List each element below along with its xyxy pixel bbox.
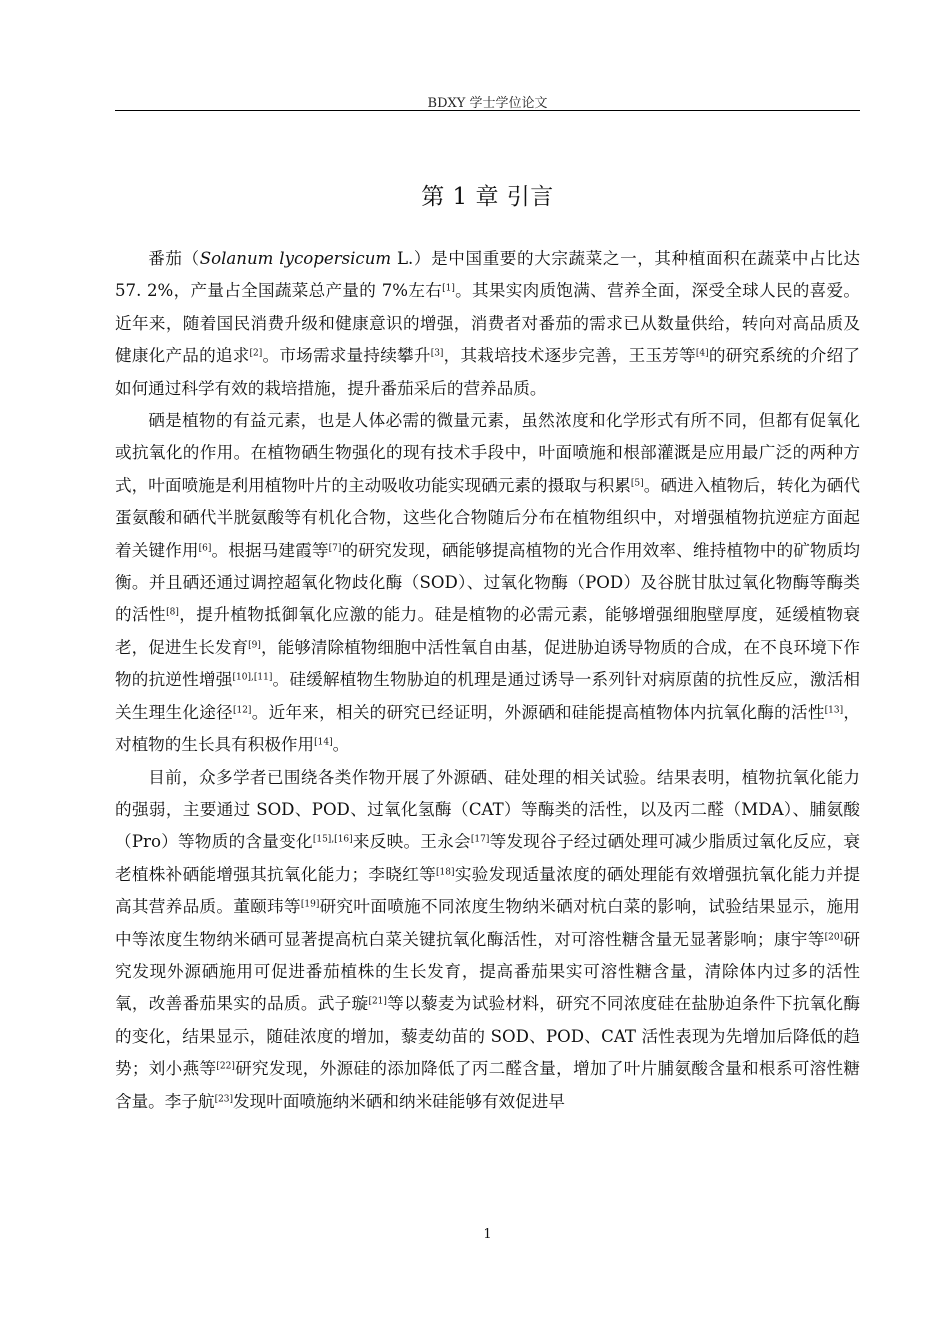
citation-ref: [15],[16]	[312, 834, 353, 845]
paragraph-2	[115, 405, 860, 761]
text-run: 。近年来，相关的研究已经证明，外源硒和硅能提高植物体内抗氧化酶的活性	[251, 702, 825, 722]
citation-ref: [22]	[216, 1061, 235, 1072]
citation-ref: [20]	[824, 932, 844, 943]
species-name: Solanum lycopersicum	[199, 249, 392, 268]
citation-ref: [14]	[314, 737, 333, 748]
citation-ref: [3]	[430, 348, 444, 359]
text-run: 研究叶面喷施不同浓度生物纳米硒对杭白菜的影响，试验结果显示，施用中等浓度生物纳米硒可显著提高杭白菜关键抗氧化酶活性，对可溶性糖含量无显著影响；康宇等	[115, 897, 861, 949]
text-run: 研究发现外源硒施用可促进番茄植株的生长发育，提高番茄果实可溶性糖含量，清除体内过多的活性氧，改善番茄果实的品质。武子璇	[115, 929, 861, 1014]
citation-ref: [9]	[248, 640, 261, 651]
citation-ref: [2]	[249, 348, 263, 359]
citation-ref: [21]	[368, 996, 387, 1007]
text-run: 。硅缓解植物生物胁迫的机理是通过诱导一系列针对病原菌的抗性反应，激活相关生理生化途径	[115, 670, 860, 722]
text-run: 等以藜麦为试验材料，研究不同浓度硅在盐胁迫条件下抗氧化酶的变化，结果显示，随硅浓度的增加，藜麦幼苗的 SOD、POD、CAT 活性表现为先增加后降低的趋势；刘小燕等	[115, 994, 861, 1079]
paragraph-3	[115, 762, 860, 1118]
citation-ref: [13]	[824, 705, 844, 716]
citation-ref: [7]	[328, 543, 342, 554]
body-text	[115, 243, 860, 1118]
text-run: 。硒进入植物后，转化为硒代蛋氨酸和硒代半胱氨酸等有机化合物，这些化合物随后分布在植物组织中，对增强植物抗逆症方面起着关键作用	[115, 475, 861, 560]
text-run: 发现叶面喷施纳米硒和纳米硅能够有效促进早	[233, 1091, 565, 1111]
running-header: BDXY 学士学位论文	[427, 96, 548, 111]
page-number: 1	[483, 1227, 492, 1242]
citation-ref: [23]	[214, 1094, 234, 1105]
citation-ref: [8]	[166, 608, 179, 619]
paragraph-1	[115, 243, 860, 405]
text-run: ，提升植物抵御氧化应激的能力。硅是植物的必需元素，能够增强细胞壁厚度，延缓植物衰老，促进生长发育	[115, 605, 861, 657]
text-run: 硒是植物的有益元素，也是人体必需的微量元素，虽然浓度和化学形式有所不同，但都有促氧化或抗氧化的作用。在植物硒生物强化的现有技术手段中，叶面喷施和根部灌溉是应用最广泛的两种方式，叶面喷施是利用植物叶片的主动吸收功能实现硒元素的摄取与积累	[115, 411, 860, 495]
text-run: 实验发现适量浓度的硒处理能有效增强抗氧化能力并提高其营养品质。董颐玮等	[115, 864, 861, 917]
text-run: 等发现谷子经过硒处理可减少脂质过氧化反应，衰老植株补硒能增强其抗氧化能力；李晓红等	[115, 832, 861, 884]
text-run: 。其果实肉质饱满、营养全面，深受全球人民的喜爱。近年来，随着国民消费升级和健康意识的增强，消费者对番茄的需求已从数量供给，转向对高品质及健康化产品的追求	[115, 281, 861, 366]
chapter-title: 第 1 章 引言	[421, 184, 554, 210]
text-run: ，其栽培技术逐步完善，王玉芳等	[443, 346, 696, 366]
citation-ref: [4]	[695, 348, 709, 359]
header-rule	[115, 110, 860, 111]
text-run: L.）是中国重要的大宗蔬菜之一，其种植面积在蔬菜中占比达 57. 2%，产量占全国蔬菜总产量的 7%左右	[115, 249, 861, 301]
text-run: 的研究发现，硒能够提高植物的光合作用效率、维持植物中的矿物质均衡。并且硒还通过调控超氧化物歧化酶（SOD）、过氧化物酶（POD）及谷胱甘肽过氧化物酶等酶类的活性	[115, 540, 861, 625]
text-run: 目前，众多学者已围绕各类作物开展了外源硒、硅处理的相关试验。结果表明，植物抗氧化能力的强弱，主要通过 SOD、POD、过氧化氢酶（CAT）等酶类的活性，以及丙二醛（MDA）、脯氨酸（Pro）等物质的含量变化	[115, 767, 860, 852]
text-run: 。根据马建霞等	[211, 540, 329, 560]
text-run: ，对植物的生长具有积极作用	[115, 702, 861, 755]
text-run: 的研究系统的介绍了如何通过科学有效的栽培措施，提升番茄采后的营养品质。	[115, 346, 861, 398]
citation-ref: [1]	[442, 284, 455, 295]
citation-ref: [12]	[232, 705, 252, 716]
text-run: 。市场需求量持续攀升	[262, 346, 431, 366]
citation-ref: [6]	[198, 543, 212, 554]
citation-ref: [18]	[436, 867, 455, 878]
citation-ref: [5]	[630, 478, 644, 489]
text-run: 研究发现，外源硅的添加降低了丙二醛含量，增加了叶片脯氨酸含量和根系可溶性糖含量。李子航	[115, 1059, 860, 1111]
text-run: 。	[332, 735, 350, 755]
citation-ref: [19]	[300, 899, 320, 910]
citation-ref: [10],[11]	[232, 672, 273, 683]
text-run: 番茄（	[148, 249, 200, 268]
text-run: 来反映。王永会	[352, 832, 471, 852]
citation-ref: [17]	[470, 834, 490, 845]
text-run: ，能够清除植物细胞中活性氧自由基，促进胁迫诱导物质的合成，在不良环境下作物的抗逆性增强	[115, 637, 861, 690]
